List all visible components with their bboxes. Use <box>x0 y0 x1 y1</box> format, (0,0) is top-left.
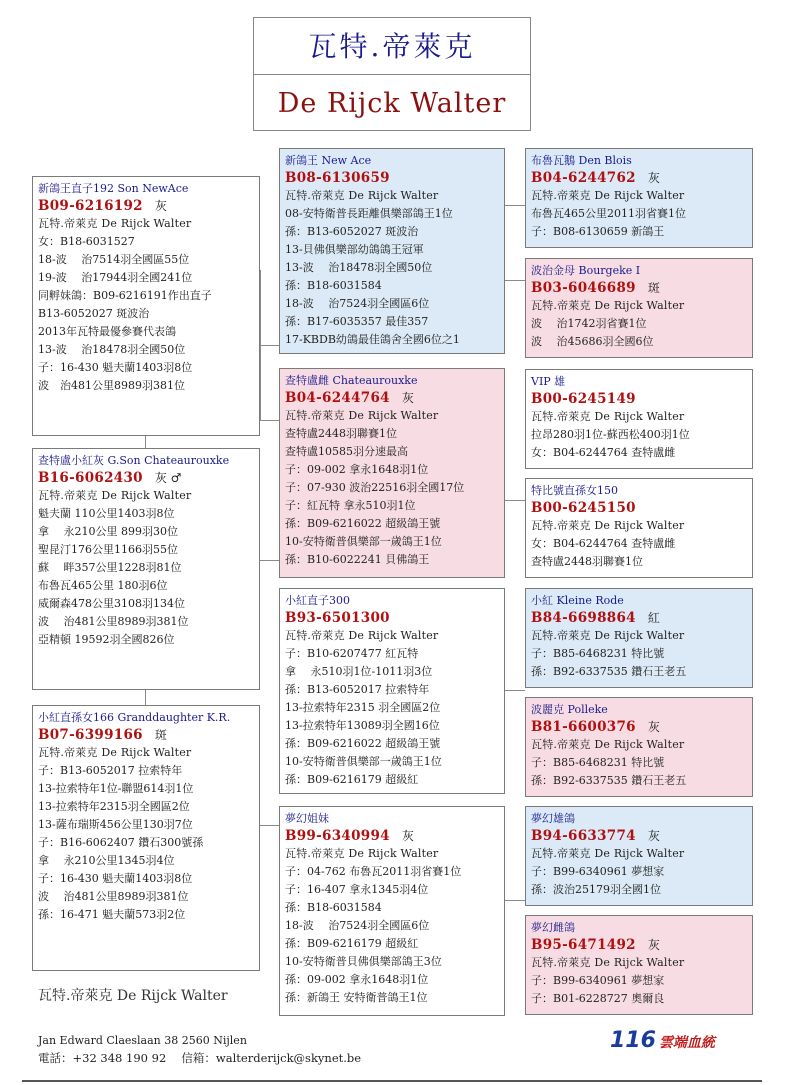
ring-number <box>531 169 747 187</box>
pedigree-line: 女：B04-6244764 查特盧雌 <box>531 446 676 459</box>
pedigree-line: 女：B18-6031527 <box>38 235 135 248</box>
pedigree-line: 查特盧2448羽聯賽1位 <box>285 427 397 440</box>
pigeon-card-sire-sire <box>525 148 753 248</box>
pigeon-name: 新鴿王 New Ace <box>285 154 372 167</box>
ring-number <box>285 827 499 845</box>
brand-logo <box>610 1028 715 1053</box>
pedigree-line: 13-薩布瑞斯456公里130羽7位 <box>38 818 193 831</box>
pedigree-line: 孫：B92-6337535 鑽石王老五 <box>531 774 687 787</box>
pigeon-name: 波麗克 Polleke <box>531 703 608 716</box>
pedigree-line: 19-波 治17944羽全國241位 <box>38 271 193 284</box>
pedigree-line: 波 治481公里8989羽381位 <box>38 379 185 392</box>
pedigree-line: 孫：B10-6022241 貝佛鴿王 <box>285 553 430 566</box>
pedigree-line: 10-安特衛普俱樂部一歲鴿王1位 <box>285 755 442 768</box>
pedigree-line: 瓦特.帝萊克 De Rijck Walter <box>285 189 439 202</box>
pigeon-color: 灰 <box>647 171 660 185</box>
pedigree-line: 波 治481公里8989羽381位 <box>38 890 189 903</box>
connector-line <box>260 270 261 420</box>
connector-line <box>260 345 280 346</box>
pedigree-line: 瓦特.帝萊克 De Rijck Walter <box>531 629 685 642</box>
pigeon-color: 灰 <box>647 829 660 843</box>
pigeon-card-sire-dam <box>525 258 753 358</box>
pedigree-line: 魁夫蘭 110公里1403羽8位 <box>38 507 175 520</box>
logo-text: 雲端血統 <box>658 1035 715 1051</box>
ring-number-text: B00-6245150 <box>531 500 636 516</box>
pedigree-line: 瓦特.帝萊克 De Rijck Walter <box>531 189 685 202</box>
pedigree-line: 13-波 治18478羽全國50位 <box>38 343 186 356</box>
connector-line <box>260 825 280 826</box>
pigeon-card-sibling-1-sire-sire <box>525 588 753 688</box>
pedigree-line: 孫：B18-6031584 <box>285 279 382 292</box>
pedigree-line: B13-6052027 斑波治 <box>38 307 150 320</box>
pedigree-line: 子：16-430 魁夫蘭1403羽8位 <box>38 872 193 885</box>
ring-number-text: B07-6399166 <box>38 727 143 743</box>
pedigree-line: 18-波 治7514羽全國區55位 <box>38 253 190 266</box>
pedigree-line: 威爾森478公里3108羽134位 <box>38 597 185 610</box>
footer-divider <box>22 1080 762 1082</box>
pedigree-line: 子：B99-6340961 夢想家 <box>531 865 665 878</box>
pedigree-line: 拿 永510羽1位-1011羽3位 <box>285 665 433 678</box>
connector-line <box>260 420 280 421</box>
pigeon-card-dam-sire <box>525 369 753 469</box>
breeder-name: 瓦特.帝萊克 De Rijck Walter <box>38 988 228 1004</box>
ring-number <box>531 390 747 408</box>
pedigree-line: 瓦特.帝萊克 De Rijck Walter <box>38 217 192 230</box>
pedigree-line: 拉昂280羽1位-蘇西松400羽1位 <box>531 428 690 441</box>
ring-number <box>38 197 254 215</box>
pigeon-color: 斑 <box>154 728 167 742</box>
ring-number <box>531 827 747 845</box>
pedigree-line: 18-波 治7524羽全國區6位 <box>285 297 430 310</box>
pigeon-card-sibling-2-dam-sire <box>525 806 753 906</box>
connector-line <box>145 690 146 706</box>
ring-number-text: B81-6600376 <box>531 719 636 735</box>
pedigree-line: 子：04-762 布魯瓦2011羽省賽1位 <box>285 865 462 878</box>
pedigree-line: 13-拉索特年2315 羽全國區2位 <box>285 701 441 714</box>
pedigree-line: 孫：B18-6031584 <box>285 901 382 914</box>
ring-number-text: B93-6501300 <box>285 610 390 626</box>
pedigree-line: 10-安特衛普貝佛俱樂部鴿王3位 <box>285 955 442 968</box>
pedigree-line: 亞精頓 19592羽全國826位 <box>38 633 175 646</box>
pedigree-line: 瓦特.帝萊克 De Rijck Walter <box>531 299 685 312</box>
ring-number <box>285 169 499 187</box>
pedigree-line: 拿 永210公里1345羽4位 <box>38 854 175 867</box>
ring-number-text: B09-6216192 <box>38 198 143 214</box>
pigeon-card-sibling-2-dam <box>279 806 505 1016</box>
ring-number-text: B04-6244762 <box>531 170 636 186</box>
pedigree-line: 布魯瓦465公里 180羽6位 <box>38 579 168 592</box>
pedigree-line: 子：B85-6468231 特比號 <box>531 647 665 660</box>
pedigree-line: 同孵妹鴿：B09-6216191作出直子 <box>38 289 212 302</box>
pedigree-line: 蘇 畔357公里1228羽81位 <box>38 561 182 574</box>
pedigree-line: 孫：B09-6216179 超級紅 <box>285 937 419 950</box>
pedigree-line: 子：B99-6340961 夢想家 <box>531 974 665 987</box>
pedigree-line: 瓦特.帝萊克 De Rijck Walter <box>531 847 685 860</box>
pedigree-line: 孫：B13-6052017 拉索特年 <box>285 683 430 696</box>
pigeon-color: 灰 <box>647 720 660 734</box>
pedigree-line: 子：B01-6228727 奧爾良 <box>531 992 665 1005</box>
pigeon-name: 波治金母 Bourgeke I <box>531 264 641 277</box>
ring-number <box>531 499 747 517</box>
pigeon-name: 特比號直孫女150 <box>531 484 618 497</box>
pedigree-line: 孫：16-471 魁夫蘭573羽2位 <box>38 908 186 921</box>
pedigree-line: 子：16-430 魁夫蘭1403羽8位 <box>38 361 193 374</box>
pedigree-line: 17-KBDB幼鴿最佳鴿舍全國6位之1 <box>285 333 460 346</box>
pedigree-line: 拿 永210公里 899羽30位 <box>38 525 178 538</box>
ring-number <box>38 726 254 744</box>
pigeon-card-sibling-2-dam-dam <box>525 915 753 1015</box>
pedigree-line: 08-安特衛普長距離俱樂部鴿王1位 <box>285 207 453 220</box>
pedigree-line: 孫：新鴿王 安特衛普鴿王1位 <box>285 991 428 1004</box>
pigeon-card-sibling-1-sire <box>279 588 505 794</box>
ring-number-text: B03-6046689 <box>531 280 636 296</box>
connector-line <box>505 690 525 691</box>
ring-number-text: B16-6062430 <box>38 470 143 486</box>
ring-number <box>531 936 747 954</box>
pigeon-name: 查特盧小紅灰 G.Son Chateaurouxke <box>38 454 230 467</box>
pedigree-line: 子：B16-6062407 鑽石300號孫 <box>38 836 204 849</box>
pigeon-color: 紅 <box>647 611 660 625</box>
pedigree-line: 孫：B17-6035357 最佳357 <box>285 315 429 328</box>
pedigree-line: 孫：波治25179羽全國1位 <box>531 883 661 896</box>
ring-number <box>531 609 747 627</box>
pigeon-color: 灰 <box>647 938 660 952</box>
pedigree-line: 子：紅瓦特 拿永510羽1位 <box>285 499 416 512</box>
pedigree-line: 波 治1742羽省賽1位 <box>531 317 647 330</box>
pedigree-line: 子：09-002 拿永1648羽1位 <box>285 463 429 476</box>
pedigree-line: 瓦特.帝萊克 De Rijck Walter <box>531 956 685 969</box>
pigeon-color: 灰 ♂ <box>154 471 182 485</box>
pedigree-line: 孫：B09-6216022 超級鴿王號 <box>285 737 441 750</box>
pedigree-line: 13-拉索特年2315羽全國區2位 <box>38 800 190 813</box>
pigeon-name: 新鴿王直子192 Son NewAce <box>38 182 189 195</box>
pedigree-line: 子：B08-6130659 新鴿王 <box>531 225 665 238</box>
pedigree-line: 子：16-407 拿永1345羽4位 <box>285 883 429 896</box>
pigeon-name: 小紅直孫女166 Granddaughter K.R. <box>38 711 231 724</box>
pedigree-line: 瓦特.帝萊克 De Rijck Walter <box>285 409 439 422</box>
logo-number: 116 <box>610 1028 656 1053</box>
pedigree-line: 瓦特.帝萊克 De Rijck Walter <box>285 629 439 642</box>
ring-number <box>285 609 499 627</box>
ring-number-text: B08-6130659 <box>285 170 390 186</box>
ring-number-text: B00-6245149 <box>531 391 636 407</box>
pigeon-name: 夢幻雄鴿 <box>531 812 575 825</box>
pedigree-line: 子：B85-6468231 特比號 <box>531 756 665 769</box>
pedigree-line: 孫：B09-6216179 超級紅 <box>285 773 419 786</box>
ring-number <box>531 718 747 736</box>
pedigree-line: 13-波 治18478羽全國50位 <box>285 261 433 274</box>
ring-number <box>38 469 254 487</box>
pedigree-line: 10-安特衛普俱樂部一歲鴿王1位 <box>285 535 442 548</box>
pedigree-line: 孫：B92-6337535 鑽石王老五 <box>531 665 687 678</box>
page-subtitle: De Rijck Walter <box>253 74 531 131</box>
pigeon-name: 小紅直子300 <box>285 594 350 607</box>
pedigree-line: 孫：B09-6216022 超級鴿王號 <box>285 517 441 530</box>
pedigree-line: 布魯瓦465公里2011羽省賽1位 <box>531 207 686 220</box>
pigeon-color: 灰 <box>154 199 167 213</box>
pedigree-line: 查特盧10585羽分速最高 <box>285 445 408 458</box>
pedigree-line: 瓦特.帝萊克 De Rijck Walter <box>531 410 685 423</box>
pigeon-name: 布魯瓦鵝 Den Blois <box>531 154 632 167</box>
pedigree-line: 孫：09-002 拿永1648羽1位 <box>285 973 429 986</box>
ring-number-text: B84-6698864 <box>531 610 636 626</box>
pigeon-color: 灰 <box>401 391 414 405</box>
ring-number-text: B04-6244764 <box>285 390 390 406</box>
pedigree-line: 子：07-930 波治22516羽全國17位 <box>285 481 465 494</box>
pedigree-line: 13-拉索特年13089羽全國16位 <box>285 719 440 732</box>
pedigree-line: 查特盧2448羽聯賽1位 <box>531 555 643 568</box>
pedigree-line: 13-拉索特年1位-聯盟614羽1位 <box>38 782 194 795</box>
pigeon-card-sibling-1 <box>32 448 260 690</box>
ring-number-text: B94-6633774 <box>531 828 636 844</box>
pedigree-line: 瓦特.帝萊克 De Rijck Walter <box>285 847 439 860</box>
pigeon-color: 灰 <box>401 829 414 843</box>
page-title: 瓦特.帝萊克 <box>253 17 531 75</box>
breeder-address: Jan Edward Claeslaan 38 2560 Nijlen <box>38 1034 247 1047</box>
connector-line <box>505 205 525 206</box>
pedigree-line: 子：B10-6207477 紅瓦特 <box>285 647 419 660</box>
pigeon-card-sibling-2 <box>32 705 260 971</box>
breeder-contact: 電話：+32 348 190 92 信箱：walterderijck@skynet.be <box>38 1051 362 1065</box>
connector-line <box>505 280 525 281</box>
ring-number <box>285 389 499 407</box>
pigeon-name: 夢幻雌鴿 <box>531 921 575 934</box>
pigeon-color: 斑 <box>647 281 660 295</box>
pigeon-name: 小紅 Kleine Rode <box>531 594 624 607</box>
pigeon-card-sire <box>279 148 505 354</box>
pedigree-line: 波 治45686羽全國6位 <box>531 335 654 348</box>
pedigree-line: 瓦特.帝萊克 De Rijck Walter <box>531 738 685 751</box>
pigeon-card-subject <box>32 176 260 436</box>
pedigree-line: 2013年瓦特最優參賽代表鴿 <box>38 325 176 338</box>
pedigree-line: 聖昆汀176公里1166羽55位 <box>38 543 178 556</box>
pedigree-line: 子：B13-6052017 拉索特年 <box>38 764 183 777</box>
connector-line <box>505 900 525 901</box>
pedigree-line: 孫：B13-6052027 斑波治 <box>285 225 419 238</box>
pigeon-card-dam-dam <box>525 478 753 578</box>
pedigree-line: 瓦特.帝萊克 De Rijck Walter <box>531 519 685 532</box>
pigeon-name: 夢幻姐妹 <box>285 812 329 825</box>
pedigree-line: 瓦特.帝萊克 De Rijck Walter <box>38 489 192 502</box>
pigeon-name: 查特盧雌 Chateaurouxke <box>285 374 418 387</box>
pedigree-line: 18-波 治7524羽全國區6位 <box>285 919 430 932</box>
ring-number <box>531 279 747 297</box>
pigeon-card-sibling-1-sire-dam <box>525 697 753 797</box>
ring-number-text: B99-6340994 <box>285 828 390 844</box>
pedigree-line: 13-貝佛俱樂部幼鴿鴿王冠軍 <box>285 243 424 256</box>
ring-number-text: B95-6471492 <box>531 937 636 953</box>
pedigree-line: 女：B04-6244764 查特盧雌 <box>531 537 676 550</box>
pedigree-line: 波 治481公里8989羽381位 <box>38 615 189 628</box>
pedigree-line: 瓦特.帝萊克 De Rijck Walter <box>38 746 192 759</box>
pigeon-name: VIP 雄 <box>531 375 566 388</box>
connector-line <box>260 560 280 561</box>
pigeon-card-dam <box>279 368 505 578</box>
connector-line <box>505 500 525 501</box>
